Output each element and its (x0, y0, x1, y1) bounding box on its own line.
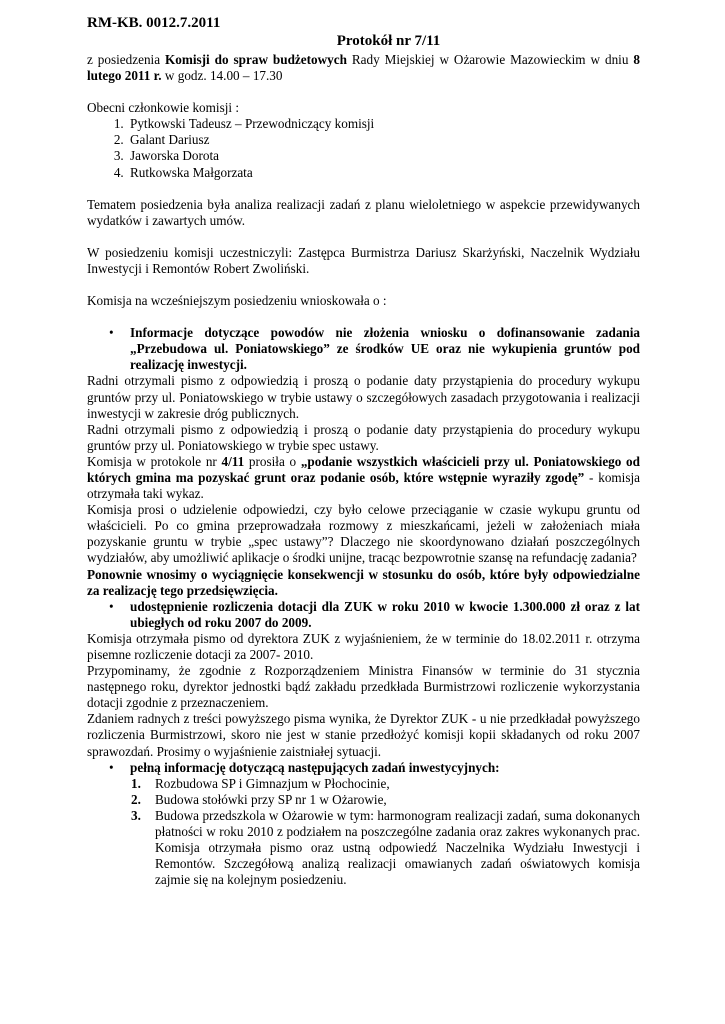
tasks-list (87, 776, 640, 889)
list-item (109, 759, 640, 776)
intro-text-1: z posiedzenia (87, 52, 166, 67)
intro-text-2: Rady Miejskiej w Ożarowie Mazowieckim w dniu (346, 52, 634, 67)
paragraph-bold: Ponownie wnosimy o wyciągnięcie konsekwencji w stosunku do osób, które były odpowiedzialne za realizację tego przedsięwzięcia. (87, 566, 640, 598)
meeting-date: 8 lutego 2011 r. (87, 52, 640, 84)
item-text: Budowa przedszkola w Ożarowie w tym: harmonogram realizacji zadań, suma dokonanych płatności w roku 2010 z podziałem na poszczególne zadania oraz zakres wykonanych prac. Komisja otrzymała pismo oraz ustną odpowiedź Naczelnika Wydziału Inwestycji i Remontów. Szczegółową analizą realizacji omawianych zadań oświatowych komisja zajmie się na kolejnym posiedzeniu. (155, 807, 640, 888)
document-reference: RM-KB. 0012.7.2011 (87, 15, 221, 31)
members-label: Obecni członkowie komisji : (87, 100, 239, 116)
text: Komisja w protokole nr (87, 453, 222, 469)
item-text: Rozbudowa SP i Gimnazjum w Płochocinie, (155, 775, 390, 791)
list-item: 2. Galant Dariusz (127, 132, 640, 148)
committee-name: Komisji do spraw budżetowych (165, 52, 347, 67)
list-item (109, 598, 640, 631)
text: prosiła o (244, 453, 301, 469)
item-number: 2. (131, 791, 141, 807)
paragraph: Zdaniem radnych z treści powyższego pisma wynika, że Dyrektor ZUK - u nie przedkładał powyższego rozliczenia Burmistrzowi, skoro nie jest w stanie przedłożyć komisji kopii składanych od roku 2007 sprawozdań. Prosimy o wyjaśnienie zaistniałej sytuacji. (87, 711, 640, 759)
list-item (131, 807, 640, 888)
bullet-icon: • (109, 325, 114, 341)
text: - komisja otrzymała taki wykaz. (87, 469, 640, 502)
document-page (87, 14, 640, 888)
document-title: Protokół nr 7/11 (336, 33, 441, 49)
bullet-text: udostępnienie rozliczenia dotacji dla ZUK w roku 2010 w kwocie 1.300.000 zł oraz z lat ubiegłych od roku 2007 do 2009. (130, 598, 640, 630)
list-item: 1. Pytkowski Tadeusz – Przewodniczący komisji (127, 116, 640, 132)
bullet-icon: • (109, 759, 114, 775)
intro-text-3: w godz. 14.00 – 17.30 (161, 68, 283, 84)
item-number: 1. (131, 775, 141, 791)
list-item: 3. Jaworska Dorota (127, 148, 640, 164)
paragraph: Radni otrzymali pismo z odpowiedzią i proszą o podanie daty przystąpienia do procedury wykupu gruntów przy ul. Poniatowskiego w trybie spec ustawy. (87, 421, 640, 453)
request-list-3 (87, 760, 640, 776)
intro-paragraph (87, 52, 640, 84)
bullet-icon: • (109, 598, 114, 614)
request-list-1 (87, 325, 640, 373)
list-item (131, 775, 640, 792)
list-item (131, 791, 640, 808)
paragraph: Komisja prosi o udzielenie odpowiedzi, czy było celowe przeciąganie w czasie wykupu gruntu od właścicieli. Po co gmina przeprowadzała rozmowy z mieszkańcami, jeżeli w założeniach miała pozyskanie gruntu w trybie „spec ustawy”? Dlaczego nie skoordynowano działań poszczególnych wydziałów, aby umożliwić aplikacje o środki unijne, tracąc bezpowrotnie szansę na refundację zadania? (87, 502, 640, 566)
bullet-text: Informacje dotyczące powodów nie złożenia wniosku o dofinansowanie zadania „Przebudowa ul. Poniatowskiego” ze środków UE oraz nie wykupienia gruntów pod realizację inwestycji. (130, 325, 640, 373)
requested-paragraph: Komisja na wcześniejszym posiedzeniu wnioskowała o : (87, 293, 387, 309)
paragraph: Przypominamy, że zgodnie z Rozporządzeniem Ministra Finansów w terminie do 31 stycznia następnego roku, dyrektor jednostki bądź zakładu przedkłada Burmistrzowi rozliczenie wykorzystania dotacji zgodnie z przeznaczeniem. (87, 663, 640, 711)
participants-paragraph: W posiedzeniu komisji uczestniczyli: Zastępca Burmistrza Dariusz Skarżyński, Naczelnik Wydziału Inwestycji i Remontów Robert Zwoliński. (87, 244, 640, 276)
paragraph (87, 454, 640, 502)
protocol-number: 4/11 (221, 453, 245, 469)
paragraph: Komisja otrzymała pismo od dyrektora ZUK z wyjaśnieniem, że w terminie do 18.02.2011 r. otrzyma pisemne rozliczenie dotacji za 2007- 2010. (87, 630, 640, 662)
item-text: Budowa stołówki przy SP nr 1 w Ożarowie, (155, 791, 387, 807)
list-item: 4. Rutkowska Małgorzata (127, 165, 640, 181)
list-item (109, 325, 640, 373)
members-list (87, 116, 640, 180)
quoted-request: „podanie wszystkich właścicieli przy ul. Poniatowskiego od których gmina ma pozyskać grunt oraz podanie osób, które wstępnie wyraziły zgodę” (87, 453, 640, 485)
request-list-2 (87, 599, 640, 631)
paragraph: Radni otrzymali pismo z odpowiedzią i proszą o podanie daty przystąpienia do procedury wykupu gruntów przy ul. Poniatowskiego w trybie ustawy o szczegółowych zasadach przygotowania i realizacji inwestycji w zakresie dróg publicznych. (87, 373, 640, 421)
item-number: 3. (131, 807, 141, 823)
bullet-text: pełną informację dotyczącą następujących zadań inwestycyjnych: (130, 759, 500, 775)
topic-paragraph: Tematem posiedzenia była analiza realizacji zadań z planu wieloletniego w aspekcie przewidywanych wydatków i zawartych umów. (87, 196, 640, 228)
